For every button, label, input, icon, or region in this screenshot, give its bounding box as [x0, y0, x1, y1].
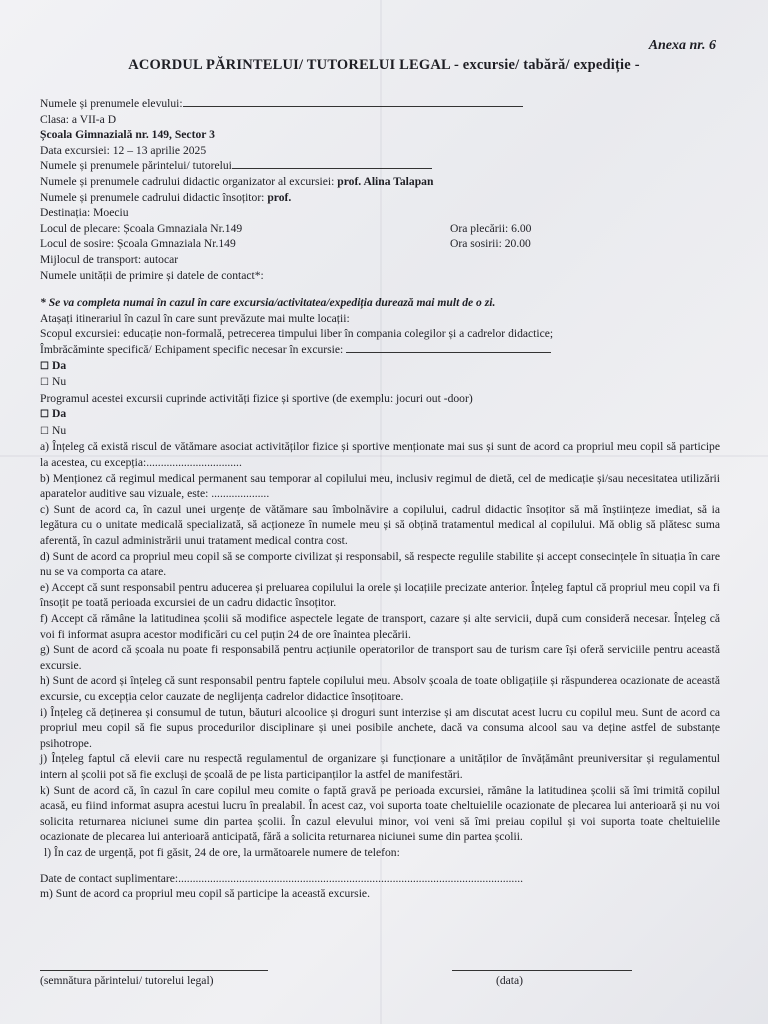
paragraph-l: l) În caz de urgență, pot fi găsit, 24 de ore, la următoarele numere de telefon:: [44, 845, 400, 859]
parent-signature-line[interactable]: [40, 970, 268, 971]
spacer: [40, 861, 720, 871]
date-label: (data): [496, 974, 524, 987]
parent-signature-label: (semnătura părintelui/ tutorelui legal): [40, 974, 214, 987]
arrival-place: Locul de sosire: Școala Gmnaziala Nr.149: [40, 237, 236, 251]
class-line: Clasa: a VII-a D: [40, 112, 117, 126]
student-name-label: Numele și prenumele elevului:: [40, 97, 183, 110]
departure-row: [40, 221, 720, 237]
annex-number: Anexa nr. 6: [648, 38, 716, 53]
additional-contact-line: Date de contact suplimentare:.......................................................................................................................: [40, 871, 524, 885]
no-label: Nu: [51, 423, 67, 437]
yes-label: Da: [51, 407, 67, 421]
signature-area: [40, 966, 680, 996]
school-line: Școala Gimnazială nr. 149, Sector 3: [40, 128, 215, 142]
transport-line: Mijlocul de transport: autocar: [40, 252, 179, 266]
program-yes-option[interactable]: [40, 406, 720, 423]
no-label: Nu: [51, 375, 67, 389]
form-content: [40, 96, 720, 902]
parent-name-field: [40, 158, 720, 174]
equipment-no-option[interactable]: [40, 374, 720, 391]
parent-name-label: Numele și prenumele părintelui/ tutorelui: [40, 159, 232, 173]
paragraph-j: j) Înțeleg faptul că elevii care nu respectă regulamentul de organizare și funcționare a unităților de învățământ preuniversitar și regulamentul intern al școlii pot să fie excluși de școală de pe lista participanților la astfel de manifestări.: [40, 752, 720, 781]
itinerary-line: Atașați itinerariul în cazul în care sunt prevăzute mai multe locații:: [40, 311, 350, 325]
paragraph-f: f) Accept că rămâne la latitudinea școlii să modifice aspectele legate de transport, cazare și alte servicii, după cum consideră necesar. Înțeleg că voi fi informat asupra acestor modificări cu cel puțin 24 de ore înaintea plecării.: [40, 612, 720, 641]
destination-line: Destinația: Moeciu: [40, 206, 129, 220]
paragraph-m: m) Sunt de acord ca propriul meu copil să participe la această excursie.: [40, 887, 370, 901]
paragraph-b: b) Menționez că regimul medical permanent sau temporar al copilului meu, inclusiv regimul de dietă, cel de medicație și/sau necesitatea utilizării aparatelor auditive sau vizuale, este: ....................: [40, 471, 720, 501]
organizer-value: prof. Alina Talapan: [337, 174, 434, 188]
checkbox-icon: ☐: [40, 409, 49, 421]
equipment-blank[interactable]: [346, 342, 551, 353]
paragraph-h: h) Sunt de acord și înțeleg că sunt responsabil pentru faptele copilului meu. Absolv școala de toate obligațiile și răspunderea ocazionate de această excursie, cu excepția celor cauzate de neglijența cadrelor didactice însoțitoare.: [40, 674, 720, 703]
departure-time: Ora plecării: 6.00: [450, 221, 532, 235]
purpose-line: Scopul excursiei: educație non-formală, petrecerea timpului liber în compania colegilor și a cadrelor didactice;: [40, 327, 554, 341]
unit-contact-line: Numele unității de primire și datele de contact*:: [40, 268, 264, 282]
date-line[interactable]: [452, 970, 632, 971]
organizer-line: [40, 174, 720, 190]
organizer-label: Numele și prenumele cadrului didactic organizator al excursiei:: [40, 174, 335, 188]
departure-place: Locul de plecare: Școala Gmnaziala Nr.149: [40, 221, 243, 235]
escort-label: Numele și prenumele cadrului didactic însoțitor:: [40, 190, 265, 204]
escort-line: [40, 190, 720, 206]
equipment-field: [40, 342, 720, 358]
arrival-time: Ora sosirii: 20.00: [450, 237, 531, 251]
program-no-option[interactable]: [40, 423, 720, 440]
equipment-yes-option[interactable]: [40, 358, 720, 375]
escort-value: prof.: [267, 190, 292, 204]
equipment-label: Îmbrăcăminte specifică/ Echipament specific necesar în excursie:: [40, 342, 344, 356]
program-line: Programul acestei excursii cuprinde activități fizice și sportive (de exemplu: jocuri out -door): [40, 391, 473, 405]
paragraph-e: e) Accept că sunt responsabil pentru aducerea și preluarea copilului la orele și locațiile precizate anterior. Înțeleg faptul că propriul meu copil va fi însoțit pe toată perioada excursiei de un cadru didactic însoțitor.: [40, 580, 720, 610]
paragraph-g: g) Sunt de acord că școala nu poate fi responsabilă pentru acțiunile operatorilor de transport sau de turism care își oferă serviciile pentru această excursie.: [40, 643, 720, 672]
student-name-field: [40, 96, 720, 112]
parent-name-blank[interactable]: [232, 158, 432, 169]
paragraph-a: a) Înțeleg că există riscul de vătămare asociat activităților fizice și sportive menționate mai sus și sunt de acord ca propriul meu copil să participe la acestea, cu excepția:.................................: [40, 440, 720, 470]
paragraph-k: k) Sunt de acord că, în cazul în care copilul meu comite o faptă gravă pe perioada excursiei, rămâne la latitudinea școlii să îmi trimită copilul acasă, eu fiind informat asupra acestui lucru în prealabil. În acest caz, voi suporta toate cheltuielile ocazionate de plecarea lui anterioară și nu voi solicita returnarea niciunei sume din partea școlii. În cazul elevului minor, voi veni să îmi preiau copilul și voi suporta toate cheltuielile ocazionate de plecarea lui anterioară anticipată, fără a solicita returnarea niciunei sume din partea școlii.: [40, 783, 720, 844]
student-name-blank[interactable]: [183, 96, 523, 107]
paragraph-c: c) Sunt de acord ca, în cazul unei urgențe de vătămare sau îmbolnăvire a copilului, cadrul didactic însoțitor să mă înștiințeze imediat, să ia legătura cu o unitate medicală specializată, să acționeze în numele meu și să obțină tratamentul medical al copilului. Mă oblig să plătesc suma aferentă, în cazul administrării unui tratament medical contra cost.: [40, 502, 720, 548]
trip-date-line: Data excursiei: 12 – 13 aprilie 2025: [40, 143, 207, 157]
paragraph-d: d) Sunt de acord ca propriul meu copil să se comporte civilizat și responsabil, să respecte regulile stabilite și accept consecințele în situația în care nu se va comporta ca atare.: [40, 549, 720, 579]
paragraph-i: i) Înțeleg că deținerea și consumul de tutun, băuturi alcoolice și droguri sunt interzise și am discutat acest lucru cu copilul meu. Sunt de acord ca propriul meu copil să fie supus procedurilor disciplinare și unei posibile anchete, dacă va consuma alcool sau va deține astfel de substanțe psihotrope.: [40, 705, 720, 750]
checkbox-icon: ☐: [40, 425, 49, 437]
yes-label: Da: [51, 358, 67, 372]
document-title: ACORDUL PĂRINTELUI/ TUTORELUI LEGAL - excursie/ tabără/ expediție -: [128, 57, 640, 73]
checkbox-icon: ☐: [40, 360, 49, 372]
checkbox-icon: ☐: [40, 377, 49, 389]
arrival-row: [40, 236, 720, 252]
footnote: * Se va completa numai în cazul în care excursia/activitatea/expediția durează mai mult de o zi.: [40, 296, 496, 310]
